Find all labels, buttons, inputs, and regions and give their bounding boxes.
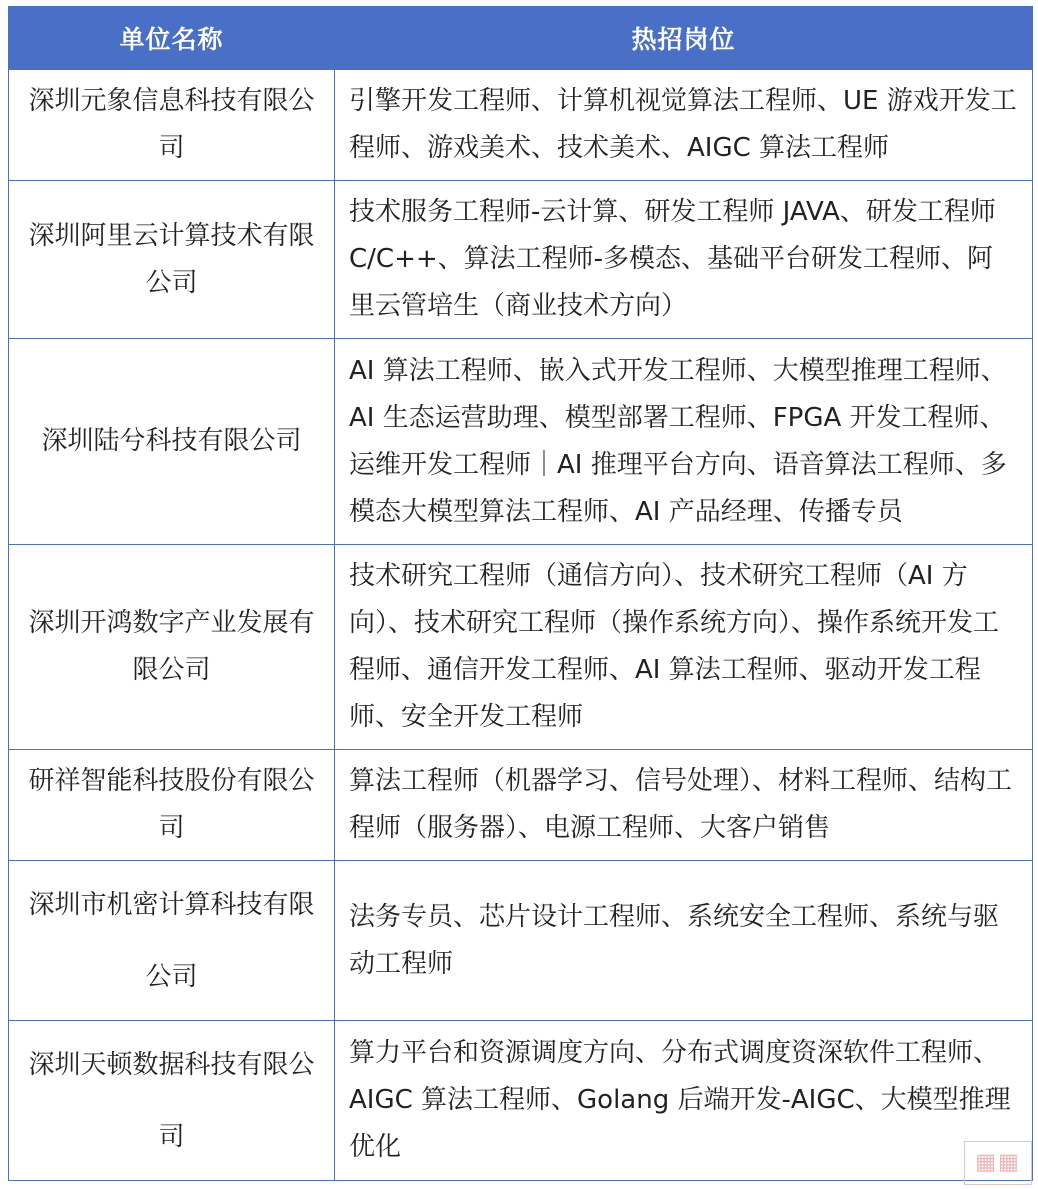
- hot-jobs-cell: 算力平台和资源调度方向、分布式调度资深软件工程师、AIGC 算法工程师、Golang 后端开发-AIGC、大模型推理优化: [335, 1021, 1033, 1181]
- company-jobs-table: [8, 6, 1033, 1181]
- company-name-cell: 研祥智能科技股份有限公司: [9, 750, 335, 861]
- hot-jobs-cell: 技术研究工程师（通信方向）、技术研究工程师（AI 方向）、技术研究工程师（操作系统方向）、操作系统开发工程师、通信开发工程师、AI 算法工程师、驱动开发工程师、安全开发工程师: [335, 545, 1033, 750]
- header-hot-jobs: 热招岗位: [335, 7, 1033, 70]
- table-row: [9, 545, 1033, 750]
- company-name-cell: 深圳阿里云计算技术有限公司: [9, 181, 335, 339]
- hot-jobs-cell: 算法工程师（机器学习、信号处理）、材料工程师、结构工程师（服务器）、电源工程师、大客户销售: [335, 750, 1033, 861]
- table-row: [9, 339, 1033, 545]
- company-name-cell: 深圳市机密计算科技有限公司: [9, 861, 335, 1021]
- table-row: [9, 181, 1033, 339]
- hot-jobs-cell: 技术服务工程师-云计算、研发工程师 JAVA、研发工程师 C/C++、算法工程师-多模态、基础平台研发工程师、阿里云管培生（商业技术方向）: [335, 181, 1033, 339]
- company-name-cell: 深圳开鸿数字产业发展有限公司: [9, 545, 335, 750]
- hot-jobs-cell: 法务专员、芯片设计工程师、系统安全工程师、系统与驱动工程师: [335, 861, 1033, 1021]
- table-row: [9, 70, 1033, 181]
- company-name-cell: 深圳元象信息科技有限公司: [9, 70, 335, 181]
- hot-jobs-cell: AI 算法工程师、嵌入式开发工程师、大模型推理工程师、AI 生态运营助理、模型部署工程师、FPGA 开发工程师、运维开发工程师｜AI 推理平台方向、语音算法工程师、多模态大模型算法工程师、AI 产品经理、传播专员: [335, 339, 1033, 545]
- header-company-name: 单位名称: [9, 7, 335, 70]
- watermark-logo-icon: ▦▦: [964, 1141, 1032, 1185]
- company-name-cell: 深圳陆兮科技有限公司: [9, 339, 335, 545]
- table-row: [9, 861, 1033, 1021]
- company-name-cell: 深圳天顿数据科技有限公司: [9, 1021, 335, 1181]
- table-row: [9, 1021, 1033, 1181]
- table-row: [9, 750, 1033, 861]
- table-header-row: [9, 7, 1033, 70]
- hot-jobs-cell: 引擎开发工程师、计算机视觉算法工程师、UE 游戏开发工程师、游戏美术、技术美术、AIGC 算法工程师: [335, 70, 1033, 181]
